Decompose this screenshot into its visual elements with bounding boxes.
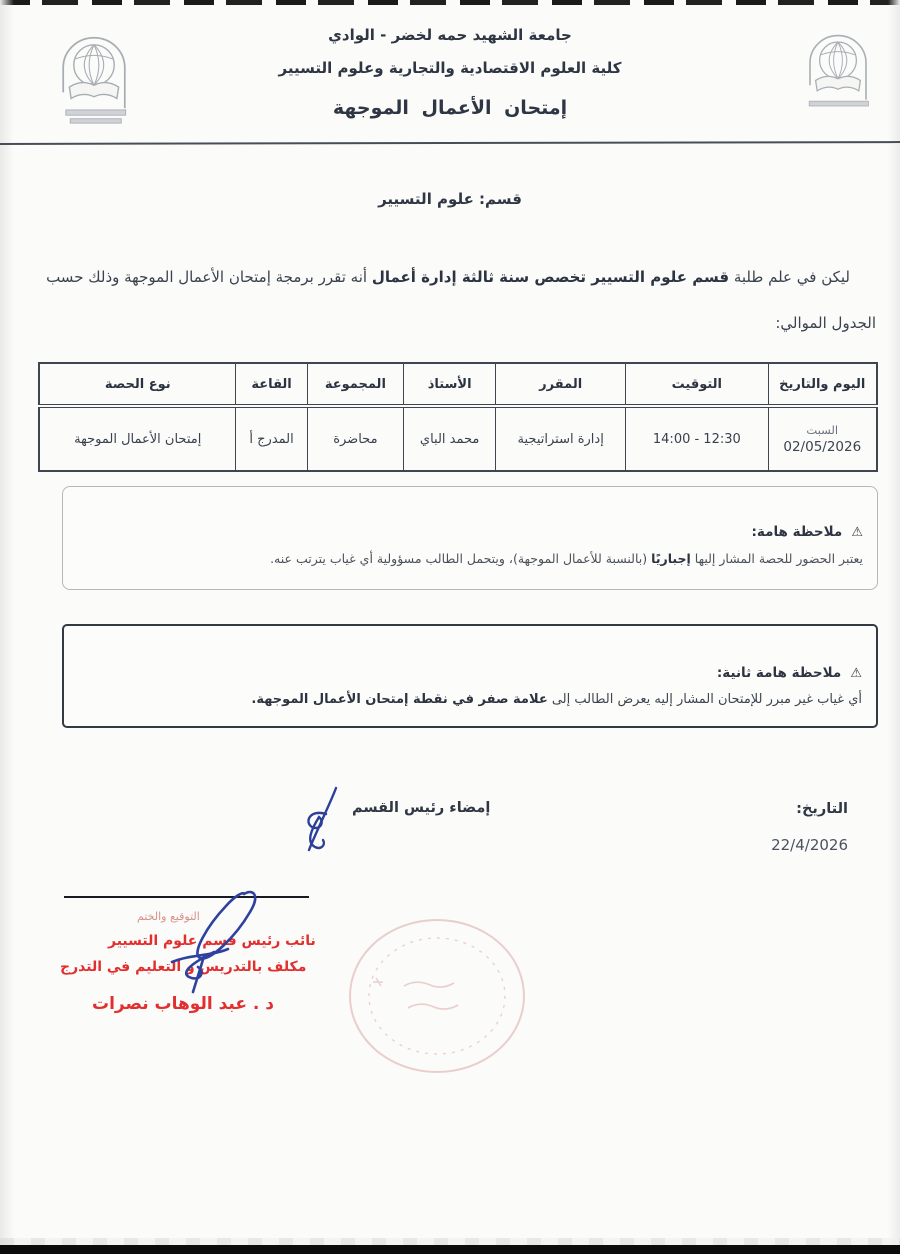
chair-signature-icon bbox=[296, 784, 350, 860]
department-title: قسم: علوم التسيير bbox=[378, 190, 522, 208]
header-group: المجموعة bbox=[307, 363, 403, 406]
university-name: جامعة الشهيد حمه لخضر - الوادي bbox=[328, 26, 572, 44]
intro-line2: الجدول الموالي: bbox=[775, 314, 876, 332]
note2-body: أي غياب غير مبرر للإمتحان المشار إليه يعرض الطالب إلى علامة صفر في نقطة إمتحان الأعمال الموجهة. bbox=[251, 692, 862, 707]
date-value-cell: 02/05/2026 bbox=[783, 439, 862, 455]
note1-title: ملاحظة هامة: bbox=[751, 524, 843, 540]
cell-session-type: إمتحان الأعمال الموجهة bbox=[39, 406, 236, 471]
deputy-signature-icon bbox=[160, 886, 264, 1004]
warning-icon: ⚠ bbox=[851, 525, 863, 540]
header-day-date: اليوم والتاريخ bbox=[768, 363, 877, 406]
header-session-type: نوع الحصة bbox=[39, 363, 236, 406]
cell-day-date bbox=[768, 406, 877, 471]
date-block bbox=[771, 798, 848, 854]
scan-top-edge bbox=[0, 0, 900, 5]
note-box-important bbox=[62, 486, 878, 590]
table-header-row bbox=[39, 363, 877, 406]
day-value: السبت bbox=[806, 423, 839, 437]
header-course: المقرر bbox=[496, 363, 626, 406]
intro-line1: ليكن في علم طلبة قسم علوم التسيير تخصص سنة ثالثة إدارة أعمال أنه تقرر برمجة إمتحان الأعمال الموجهة وذلك حسب bbox=[46, 268, 850, 286]
scan-bottom-bar bbox=[0, 1245, 900, 1254]
note1-body: يعتبر الحضور للحصة المشار إليها إجباريًا (بالنسبة للأعمال الموجهة)، ويتحمل الطالب مسؤولية أي غياب يترتب عنه. bbox=[270, 551, 863, 566]
header-time: التوقيت bbox=[626, 363, 768, 406]
scan-right-shade bbox=[888, 0, 900, 1254]
date-value: 22/4/2026 bbox=[771, 836, 848, 854]
date-label: التاريخ: bbox=[796, 801, 848, 817]
scan-left-shade bbox=[0, 0, 14, 1254]
schedule-table bbox=[38, 362, 878, 472]
intro-paragraph bbox=[24, 268, 876, 332]
note2-title: ملاحظة هامة ثانية: bbox=[716, 665, 842, 681]
stamp-caption: التوقيع والختم bbox=[137, 910, 200, 923]
deputy-title-line2: مكلف بالتدريس و التعليم في التدرج bbox=[60, 959, 307, 975]
cell-time: 14:00 - 12:30 bbox=[626, 406, 768, 471]
document-title: إمتحان الأعمال الموجهة bbox=[332, 97, 568, 119]
cell-course: إدارة استراتيجية bbox=[496, 406, 626, 471]
deputy-name: د . عبد الوهاب نصرات bbox=[92, 994, 274, 1014]
deputy-title-line1: نائب رئيس قسم علوم التسيير bbox=[108, 933, 316, 949]
header-divider bbox=[0, 141, 900, 145]
faculty-name: كلية العلوم الاقتصادية والتجارية وعلوم التسيير bbox=[278, 59, 622, 77]
cell-room: المدرج أ bbox=[236, 406, 307, 471]
table-row bbox=[39, 406, 877, 471]
header-teacher: الأستاذ bbox=[404, 363, 496, 406]
note-box-second bbox=[62, 624, 878, 728]
warning-icon: ⚠ bbox=[850, 666, 862, 681]
note1-title-row bbox=[75, 521, 863, 540]
header-room: القاعة bbox=[236, 363, 307, 406]
cell-group: محاضرة bbox=[307, 406, 403, 471]
cell-teacher: محمد الباي bbox=[404, 406, 496, 471]
department-stamp-icon bbox=[346, 916, 528, 1076]
note2-title-row bbox=[76, 662, 862, 681]
scan-noise-strip bbox=[0, 1238, 900, 1245]
chair-signature-label: إمضاء رئيس القسم bbox=[352, 800, 491, 816]
